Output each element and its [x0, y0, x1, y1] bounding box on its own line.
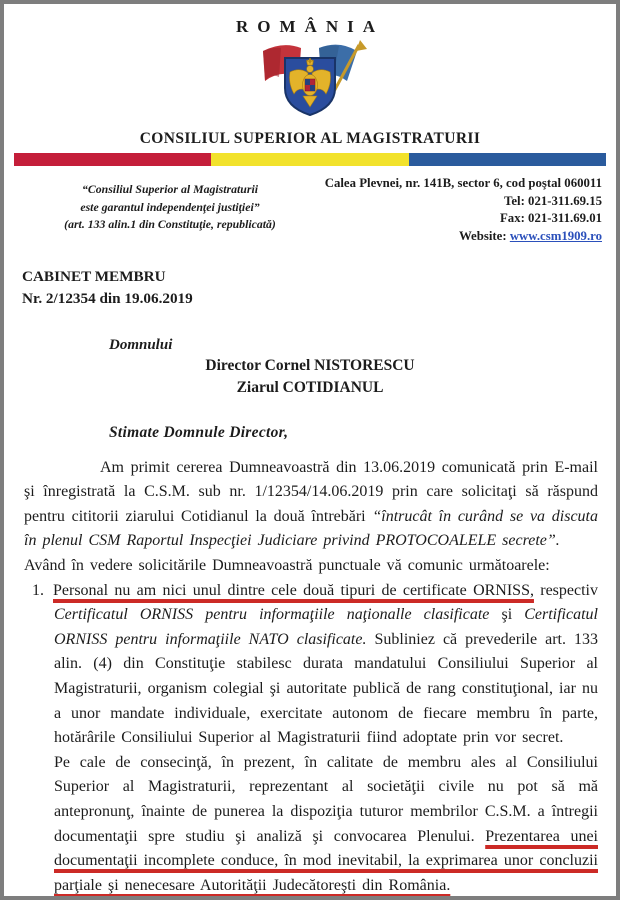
text-segment: şi	[489, 606, 525, 624]
tricolor-yellow-segment	[211, 153, 408, 166]
italic-text: “întrucât în curând se va discuta în plenul CSM Raportul Inspecţiei Judiciare privind PROTOCOALELE secrete”.	[24, 507, 598, 550]
country-title: ROMÂNIA	[236, 17, 384, 36]
letter-body	[24, 456, 598, 899]
paragraph-having-regard	[24, 554, 598, 579]
website-label: Website:	[458, 228, 507, 243]
tricolor-bar	[14, 153, 606, 166]
red-underlined-text: Personal nu am nici unul dintre cele două tipuri de certificate ORNISS,	[53, 581, 534, 599]
italic-text: Certificatul ORNISS pentru informaţiile NATO clasificate.	[54, 606, 598, 648]
romania-coat-of-arms-icon	[235, 39, 385, 129]
registration-number: Nr. 2/12354 din 19.06.2019	[22, 289, 193, 307]
website-link[interactable]: www.csm1909.ro	[509, 228, 602, 243]
contact-block	[325, 175, 602, 246]
list-item-1-paragraph-1	[24, 579, 598, 751]
motto-line-1: “Consiliul Superior al Magistraturii	[81, 182, 259, 196]
contact-fax: Fax: 021-311.69.01	[499, 211, 602, 226]
paragraph-intro	[24, 456, 598, 554]
text-segment: Am primit cererea Dumneavoastră din 13.06.2019 comunicată prin E-mail şi înregistrată la C.S.M. sub nr. 1/12354/14.06.2019 prin care solicitaţi să răspund pentru cititorii ziarului Cotidianul la două întrebări	[24, 458, 598, 525]
text-segment: Pe cale de consecinţă, în prezent, în calitate de membru ales al Consiliului Superior al Magistraturii, reprezentant al societăţii civile nu pot să mă antepronunţ, înainte de punerea la dispoziţia tuturor membrilor C.S.M. a întregii documentaţii spre studiu şi analiză şi convocarea Plenului.	[54, 753, 598, 845]
contact-website-row	[325, 228, 602, 246]
italic-text: Certificatul ORNISS pentru informaţiile naţionalle clasificate	[54, 606, 490, 624]
institution-title: CONSILIUL SUPERIOR AL MAGISTRATURII	[139, 130, 481, 147]
text-segment: Subliniez că prevederile art. 133 alin. (4) din Constituţie stabilesc durata mandatului Consiliului Superior al Magistraturii, organism colegial şi autoritate publică de rang constituţional, iar nu a unor mandate individuale, exercitate autonom de fiecare membru în parte, hotărârile Consiliului Superior al Magistraturii fiind adoptate prin vor secret.	[54, 630, 599, 747]
tricolor-blue-segment	[409, 153, 606, 166]
recipient-salutation: Domnului	[109, 336, 173, 353]
recipient-block	[4, 355, 616, 400]
contact-address: Calea Plevnei, nr. 141B, sector 6, cod poştal 060011	[324, 176, 602, 190]
institution-motto	[20, 181, 320, 234]
motto-line-2: este garantul independenţei justiţiei”	[80, 199, 260, 214]
cabinet-block	[22, 266, 616, 310]
contact-tel: Tel: 021-311.69.15	[504, 193, 602, 208]
cabinet-office-title: CABINET MEMBRU	[22, 267, 166, 285]
text-segment: Având în vedere solicitările Dumneavoastră punctuale vă comunic următoarele:	[24, 557, 550, 574]
header-info-row	[20, 175, 602, 246]
text-segment: respectiv	[533, 581, 598, 599]
list-item-1-paragraph-2	[24, 751, 598, 899]
coat-of-arms-wrap	[4, 39, 616, 129]
recipient-name: Director Cornel NISTORESCU	[205, 356, 415, 374]
motto-line-3: (art. 133 alin.1 din Constituţie, republicată)	[64, 217, 276, 232]
letter-greeting: Stimate Domnule Director,	[109, 423, 289, 441]
red-underlined-text: Prezentarea unei documentaţii incomplete conduce, în mod inevitabil, la exprimarea unor concluzii parţiale şi nenecesare Autorităţii Judecătoreşti din România.	[54, 827, 598, 894]
recipient-organization: Ziarul COTIDIANUL	[236, 379, 384, 397]
list-marker: 1.	[32, 581, 44, 599]
tricolor-red-segment	[14, 153, 211, 166]
